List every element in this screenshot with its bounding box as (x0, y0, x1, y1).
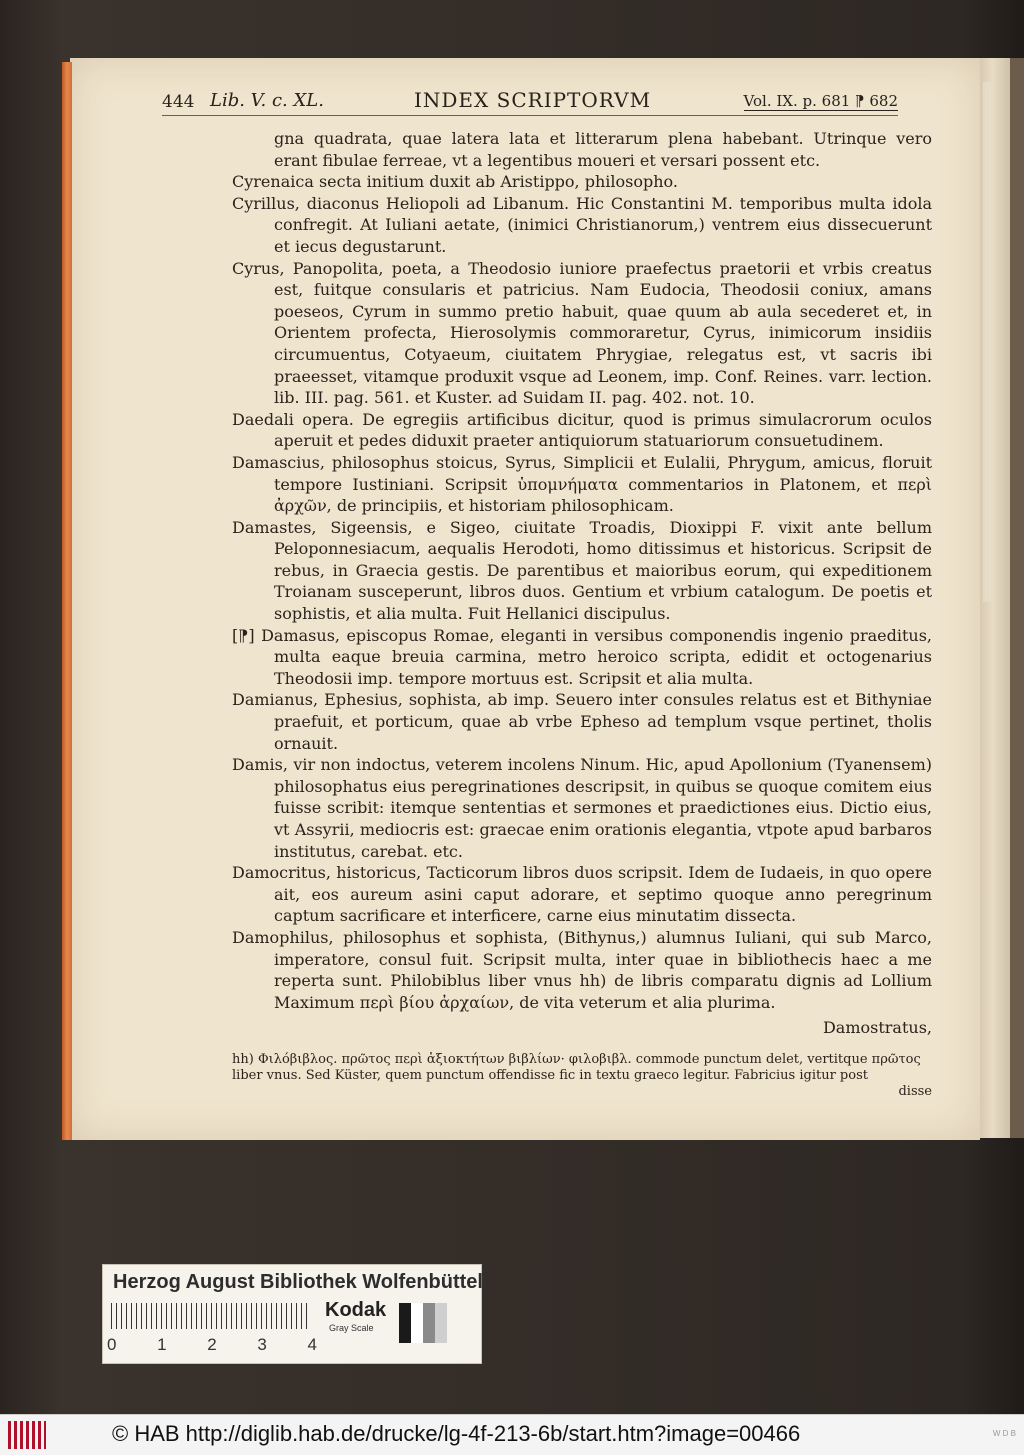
index-entries (232, 128, 932, 1039)
ruler-number: 1 (157, 1335, 167, 1354)
page-number: 444 (162, 92, 195, 112)
library-color-card (102, 1264, 482, 1364)
gray-swatch (423, 1303, 435, 1343)
gray-swatches (399, 1303, 447, 1343)
header-rule (162, 115, 898, 116)
catchword: Damostratus, (822, 1018, 932, 1038)
entry-damasus: [⁋] Damasus, episcopus Romae, eleganti in versibus componendis ingenio praeditus, multa eaque breuia carmina, metro heroico scripta, edidit et octogenarius Theodosii imp. tempore mortuus est. Scripsit et alia multa. (232, 625, 932, 688)
gray-scale-label: Gray Scale (329, 1323, 374, 1333)
running-header (162, 88, 898, 118)
ruler-numbers (107, 1335, 317, 1355)
viewer-footer (0, 1414, 1024, 1455)
copyright-link[interactable]: © HAB http://diglib.hab.de/drucke/lg-4f-213-6b/start.htm?image=00466 (112, 1421, 801, 1446)
ruler-number: 0 (107, 1335, 117, 1354)
entry-damianus: Damianus, Ephesius, sophista, ab imp. Seuero inter consules relatus est et Bithyniae praefuit, et porticum, quae ab vrbe Epheso ad templum vsque pertinet, tholis ornauit. (232, 690, 932, 753)
scale-ruler (111, 1303, 311, 1329)
ruler-number: 2 (207, 1335, 217, 1354)
volume-reference: Vol. IX. p. 681 ⁋ 682 (743, 92, 898, 110)
entry-cyrillus: Cyrillus, diaconus Heliopoli ad Libanum. Hic Constantini M. temporibus multa idola confregit. At Iuliani aetate, (inimici Christianorum,) ventrem eius dissecuerunt et iecus degustarunt. (232, 193, 932, 256)
page-curl (983, 82, 991, 602)
library-name: Herzog August Bibliothek Wolfenbüttel (113, 1271, 483, 1293)
footnote-text: hh) Φιλόβιβλος. πρῶτος περὶ ἀξιοκτήτων βιβλίων· φιλοβιβλ. commode punctum delet, vertitque πρῶτος liber vnus. Sed Küster, quem punctum offendisse fic in textu graeco legitur. Fabricius igitur post (232, 1052, 921, 1083)
entry-daedali: Daedali opera. De egregiis artificibus dicitur, quod is primus simulacrorum oculos aperuit et pedes diduxit praeter antiquiorum statuariorum consuetudinem. (232, 409, 932, 451)
gray-swatch (399, 1303, 411, 1343)
footnote-tail: disse (898, 1084, 932, 1099)
entry-cyrenaica: Cyrenaica secta initium duxit ab Aristippo, philosopho. (232, 172, 678, 192)
footnote (232, 1052, 932, 1100)
entry-damophilus: Damophilus, philosophus et sophista, (Bithynus,) alumnus Iuliani, qui sub Marco, imperatore, consul fuit. Scripsit multa, inter quae in bibliothecis haec a me reperta sunt. Philobiblus liber vnus hh) de libris comparatu dignis ad Lollium Maximum περὶ βίου ἀρχαίων, de vita veterum et alia plurima. (232, 927, 932, 1012)
entry-damocritus: Damocritus, historicus, Tacticorum libros duos scripsit. Idem de Iudaeis, in quo opere ait, eos aureum asini caput adorare, et septimo quoque anno peregrinum captum sacrificare et interficere, carne eius minutatim dissecta. (232, 863, 932, 926)
ruler-number: 4 (307, 1335, 317, 1354)
section-reference: Lib. V. c. XL. (210, 90, 324, 111)
entry-continuation: gna quadrata, quae latera lata et litterarum plena habebant. Utrinque vero erant fibulae ferreae, vt a legentibus moueri et versari possent etc. (274, 129, 932, 170)
ruler-number: 3 (257, 1335, 267, 1354)
entry-damis: Damis, vir non indoctus, veterem incolens Ninum. Hic, apud Apollonium (Tyanensem) philosophatus eius peregrinationes descripsit, in quibus se quoque comitem eius fuisse scribit: itemque sententias et sermones et praedictiones eius. Dictio eius, vt Assyrii, mediocris est: graecae enim orationis elegantia, vtpote apud barbaros institutus, carebat. etc. (232, 755, 932, 861)
wdb-badge: W D B (992, 1429, 1016, 1438)
entry-cyrus: Cyrus, Panopolita, poeta, a Theodosio iuniore praefectus praetorii et vrbis creatus est, fuitque consularis et patricius. Nam Eudocia, Theodosii coniux, amans poeseos, Cyrum in summo pretio habuit, quae quum ab aula secederet et, in Orientem profecta, Hierosolymis commoraretur, Cyrus, inimicorum insidiis circumuentus, Cotyaeum, ciuitatem Phrygiae, relegatus est, vt sacris ibi praeesset, vitamque produxit vsque ad Leonem, imp. Conf. Reines. varr. lection. lib. III. pag. 561. et Kuster. ad Suidam II. pag. 402. not. 10. (232, 258, 932, 408)
page-shadow (1010, 58, 1024, 1138)
gray-swatch (411, 1303, 423, 1343)
kodak-logo: Kodak (325, 1299, 387, 1321)
page-title: INDEX SCRIPTORVM (414, 88, 652, 112)
entry-damascius: Damascius, philosophus stoicus, Syrus, Simplicii et Eulalii, Phrygum, amicus, floruit tempore Iustiniani. Scripsit ὑπομνήματα commentarios in Platonem, et περὶ ἀρχῶν, de principiis, et historiam philosophicam. (232, 452, 932, 516)
gray-swatch (435, 1303, 447, 1343)
hab-logo-icon (8, 1421, 46, 1449)
entry-damastes: Damastes, Sigeensis, e Sigeo, ciuitate Troadis, Dioxippi F. vixit ante bellum Peloponnesiacum, aequalis Herodoti, homo ditissimus et historicus. Scripsit de rebus, in Graecia gestis. De parentibus et maioribus eorum, qui expeditionem Troianam susceperunt, libros duos. Gentium et vrbium catalogum. De poetis et sophistis, et alia multa. Fuit Hellanici discipulus. (232, 517, 932, 624)
page-colored-edge (62, 62, 72, 1140)
